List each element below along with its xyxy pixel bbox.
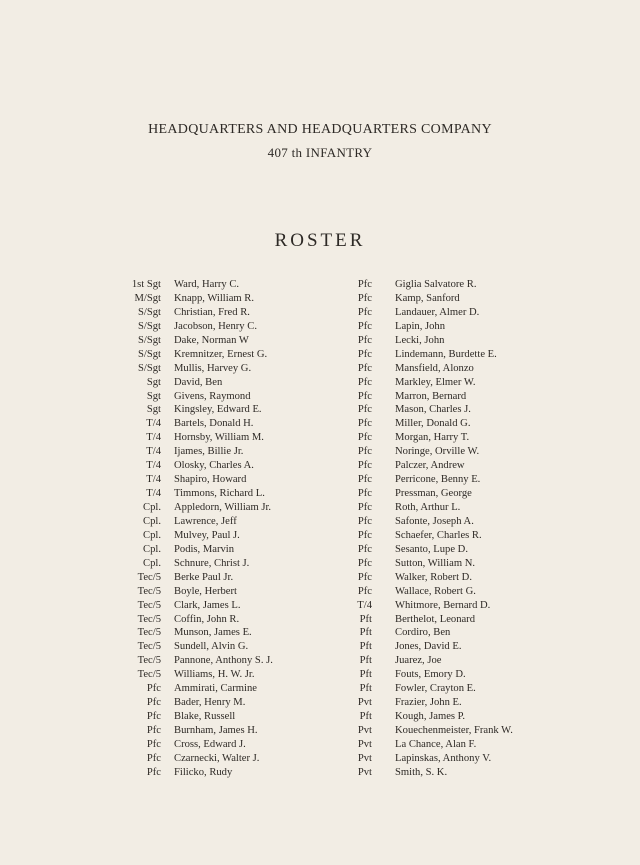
rank-label: Tec/5 (137, 641, 161, 653)
rank-label: S/Sgt (138, 362, 161, 374)
rank-label: Sgt (146, 404, 161, 416)
rank-label: 1st Sgt (131, 279, 161, 290)
soldier-name: Mason, Charles J. (395, 404, 471, 416)
rank-label: Pfc (357, 334, 372, 346)
regiment-heading: 407 th INFANTRY (267, 145, 373, 160)
soldier-name: Filicko, Rudy (174, 766, 233, 778)
soldier-name: Appledorn, William Jr. (174, 502, 272, 513)
soldier-name: Frazier, John E. (395, 697, 462, 709)
roster-row (345, 557, 513, 571)
soldier-name: La Chance, Alan F. (395, 738, 477, 750)
rank-label: Pvt (357, 752, 372, 764)
roster-row (118, 668, 273, 682)
roster-row (118, 640, 273, 654)
roster-row (345, 682, 513, 696)
rank-label: Pfc (357, 404, 372, 416)
roster-row (345, 640, 513, 654)
rank-label: Pfc (357, 376, 372, 388)
rank-label: Pfc (357, 279, 372, 290)
roster-row (345, 292, 513, 306)
roster-row (345, 710, 513, 724)
rank-label: T/4 (146, 460, 161, 472)
rank-label: Pvt (357, 725, 372, 736)
soldier-name: David, Ben (174, 376, 223, 388)
rank-label: Pfc (146, 711, 161, 723)
rank-label: T/4 (146, 474, 161, 486)
roster-row (118, 599, 273, 613)
rank-label: Tec/5 (137, 571, 161, 583)
soldier-name: Ammirati, Carmine (174, 683, 257, 695)
soldier-name: Knapp, William R. (174, 292, 255, 304)
rank-label: Pfc (357, 488, 372, 500)
roster-row (118, 376, 273, 390)
company-heading: HEADQUARTERS AND HEADQUARTERS COMPANY (148, 122, 492, 137)
soldier-name: Czarnecki, Walter J. (174, 752, 260, 764)
soldier-name: Lapin, John (395, 320, 446, 332)
roster-row (118, 292, 273, 306)
rank-label: Sgt (146, 376, 161, 388)
rank-label: Tec/5 (137, 599, 161, 611)
soldier-name: Boyle, Herbert (174, 585, 237, 597)
rank-label: Cpl. (143, 557, 161, 569)
soldier-name: Hornsby, William M. (174, 432, 264, 444)
soldier-name: Safonte, Joseph A. (395, 515, 474, 527)
soldier-name: Berke Paul Jr. (174, 571, 234, 583)
soldier-name: Williams, H. W. Jr. (174, 669, 255, 681)
soldier-name: Perricone, Benny E. (395, 474, 481, 486)
roster-row (118, 557, 273, 571)
rank-label: Pfc (146, 725, 161, 736)
roster-row (345, 306, 513, 320)
roster-row (345, 487, 513, 501)
roster-row (345, 431, 513, 445)
rank-label: Cpl. (143, 543, 161, 555)
rank-label: Sgt (146, 390, 161, 402)
rank-label: Tec/5 (137, 613, 161, 625)
rank-label: Pfc (357, 502, 372, 513)
rank-label: T/4 (357, 599, 372, 611)
soldier-name: Jones, David E. (395, 641, 462, 653)
rank-label: T/4 (146, 432, 161, 444)
roster-row (345, 613, 513, 627)
roster-row (118, 696, 273, 710)
soldier-name: Burnham, James H. (174, 725, 258, 736)
roster-column-right (345, 278, 513, 780)
soldier-name: Palczer, Andrew (395, 460, 465, 472)
roster-row (118, 766, 273, 780)
soldier-name: Olosky, Charles A. (174, 460, 254, 472)
roster-row (345, 626, 513, 640)
rank-label: Tec/5 (137, 669, 161, 681)
soldier-name: Markley, Elmer W. (395, 376, 476, 388)
soldier-name: Sesanto, Lupe D. (395, 543, 468, 555)
rank-label: Pfc (357, 320, 372, 332)
soldier-name: Sundell, Alvin G. (174, 641, 249, 653)
rank-label: Pvt (357, 697, 372, 709)
roster-row (345, 724, 513, 738)
rank-label: Pft (359, 641, 372, 653)
soldier-name: Mullis, Harvey G. (174, 362, 252, 374)
roster-row (118, 417, 273, 431)
soldier-name: Ijames, Billie Jr. (174, 446, 244, 458)
rank-label: Pfc (357, 460, 372, 472)
soldier-name: Munson, James E. (174, 627, 252, 639)
roster-row (345, 390, 513, 404)
roster-row (345, 459, 513, 473)
rank-label: Pfc (146, 697, 161, 709)
roster-row (118, 724, 273, 738)
roster-row (118, 529, 273, 543)
roster-row (345, 752, 513, 766)
roster-row (118, 306, 273, 320)
roster-row (118, 626, 273, 640)
soldier-name: Fouts, Emory D. (395, 669, 466, 681)
soldier-name: Mulvey, Paul J. (174, 529, 240, 541)
soldier-name: Jacobson, Henry C. (174, 320, 257, 332)
soldier-name: Lindemann, Burdette E. (395, 348, 497, 360)
roster-row (118, 682, 273, 696)
rank-label: Pft (359, 683, 372, 695)
soldier-name: Lecki, John (395, 334, 445, 346)
rank-label: Pfc (357, 306, 372, 318)
rank-label: T/4 (146, 418, 161, 430)
roster-row (118, 320, 273, 334)
rank-label: Pfc (146, 752, 161, 764)
rank-label: Tec/5 (137, 655, 161, 667)
soldier-name: Roth, Arthur L. (395, 502, 461, 513)
soldier-name: Kouechenmeister, Frank W. (395, 725, 513, 736)
soldier-name: Juarez, Joe (395, 655, 442, 667)
rank-label: Cpl. (143, 529, 161, 541)
rank-label: Pvt (357, 766, 372, 778)
soldier-name: Kingsley, Edward E. (174, 404, 262, 416)
roster-row (345, 445, 513, 459)
rank-label: Pfc (357, 418, 372, 430)
rank-label: Pvt (357, 738, 372, 750)
soldier-name: Bartels, Donald H. (174, 418, 254, 430)
roster-row (118, 278, 273, 292)
rank-label: Pft (359, 655, 372, 667)
soldier-name: Berthelot, Leonard (395, 613, 476, 625)
roster-row (345, 348, 513, 362)
roster-row (345, 529, 513, 543)
rank-label: Cpl. (143, 515, 161, 527)
roster-row (118, 487, 273, 501)
soldier-name: Marron, Bernard (395, 390, 467, 402)
rank-label: Pft (359, 711, 372, 723)
soldier-name: Givens, Raymond (174, 390, 251, 402)
roster-row (345, 696, 513, 710)
roster-row (118, 348, 273, 362)
roster-row (118, 585, 273, 599)
soldier-name: Podis, Marvin (174, 543, 235, 555)
soldier-name: Clark, James L. (174, 599, 241, 611)
roster-row (118, 738, 273, 752)
roster-row (345, 654, 513, 668)
roster-row (118, 501, 273, 515)
rank-label: Pfc (146, 766, 161, 778)
rank-label: Pfc (357, 543, 372, 555)
roster-row (345, 543, 513, 557)
soldier-name: Lapinskas, Anthony V. (395, 752, 492, 764)
soldier-name: Blake, Russell (174, 711, 236, 723)
soldier-name: Giglia Salvatore R. (395, 279, 477, 290)
soldier-name: Kough, James P. (395, 711, 466, 723)
soldier-name: Landauer, Almer D. (395, 306, 480, 318)
rank-label: Pfc (146, 683, 161, 695)
soldier-name: Christian, Fred R. (174, 306, 250, 318)
roster-row (345, 473, 513, 487)
roster-row (345, 362, 513, 376)
roster-row (118, 710, 273, 724)
soldier-name: Ward, Harry C. (174, 279, 240, 290)
rank-label: Pfc (357, 515, 372, 527)
roster-column-left (118, 278, 273, 780)
roster-row (118, 752, 273, 766)
rank-label: S/Sgt (138, 306, 161, 318)
roster-row (118, 613, 273, 627)
soldier-name: Schnure, Christ J. (174, 557, 250, 569)
rank-label: Pfc (357, 446, 372, 458)
rank-label: T/4 (146, 446, 161, 458)
soldier-name: Timmons, Richard L. (174, 488, 265, 500)
roster-row (345, 417, 513, 431)
roster-row (345, 668, 513, 682)
roster-row (345, 585, 513, 599)
roster-row (345, 278, 513, 292)
rank-label: Pfc (357, 292, 372, 304)
soldier-name: Wallace, Robert G. (395, 585, 476, 597)
soldier-name: Lawrence, Jeff (174, 515, 237, 527)
rank-label: Cpl. (143, 502, 161, 513)
roster-row (118, 445, 273, 459)
soldier-name: Kremnitzer, Ernest G. (174, 348, 268, 360)
roster-title: ROSTER (274, 230, 366, 251)
roster-row (345, 766, 513, 780)
roster-row (118, 459, 273, 473)
roster-row (345, 515, 513, 529)
rank-label: Pft (359, 669, 372, 681)
roster-row (118, 362, 273, 376)
roster-row (118, 543, 273, 557)
soldier-name: Pannone, Anthony S. J. (174, 655, 273, 667)
soldier-name: Cordiro, Ben (395, 627, 451, 639)
soldier-name: Bader, Henry M. (174, 697, 246, 709)
roster-row (118, 403, 273, 417)
soldier-name: Schaefer, Charles R. (395, 529, 482, 541)
roster-row (118, 390, 273, 404)
rank-label: S/Sgt (138, 320, 161, 332)
rank-label: S/Sgt (138, 334, 161, 346)
soldier-name: Morgan, Harry T. (395, 432, 470, 444)
roster-row (345, 403, 513, 417)
rank-label: Tec/5 (137, 627, 161, 639)
rank-label: S/Sgt (138, 348, 161, 360)
roster-row (118, 473, 273, 487)
soldier-name: Cross, Edward J. (174, 738, 246, 750)
roster-row (118, 334, 273, 348)
soldier-name: Mansfield, Alonzo (395, 362, 474, 374)
rank-label: Pfc (357, 348, 372, 360)
soldier-name: Shapiro, Howard (174, 474, 247, 486)
soldier-name: Miller, Donald G. (395, 418, 471, 430)
rank-label: T/4 (146, 488, 161, 500)
soldier-name: Smith, S. K. (395, 766, 448, 778)
rank-label: Pfc (357, 432, 372, 444)
rank-label: Pfc (357, 474, 372, 486)
soldier-name: Coffin, John R. (174, 613, 240, 625)
soldier-name: Whitmore, Bernard D. (395, 599, 491, 611)
rank-label: Pfc (357, 390, 372, 402)
roster-row (345, 334, 513, 348)
roster-row (345, 320, 513, 334)
rank-label: Pfc (357, 529, 372, 541)
rank-label: M/Sgt (134, 292, 161, 304)
roster-row (118, 515, 273, 529)
rank-label: Tec/5 (137, 585, 161, 597)
rank-label: Pfc (357, 557, 372, 569)
rank-label: Pft (359, 627, 372, 639)
roster-row (345, 571, 513, 585)
soldier-name: Kamp, Sanford (395, 292, 460, 304)
roster-row (118, 431, 273, 445)
soldier-name: Dake, Norman W (174, 334, 249, 346)
rank-label: Pfc (146, 738, 161, 750)
soldier-name: Noringe, Orville W. (395, 446, 480, 458)
soldier-name: Pressman, George (395, 488, 472, 500)
roster-row (345, 501, 513, 515)
rank-label: Pft (359, 613, 372, 625)
roster-row (118, 654, 273, 668)
soldier-name: Fowler, Crayton E. (395, 683, 476, 695)
soldier-name: Sutton, William N. (395, 557, 476, 569)
roster-row (345, 738, 513, 752)
rank-label: Pfc (357, 585, 372, 597)
roster-row (118, 571, 273, 585)
rank-label: Pfc (357, 571, 372, 583)
roster-row (345, 599, 513, 613)
roster-row (345, 376, 513, 390)
rank-label: Pfc (357, 362, 372, 374)
soldier-name: Walker, Robert D. (395, 571, 472, 583)
